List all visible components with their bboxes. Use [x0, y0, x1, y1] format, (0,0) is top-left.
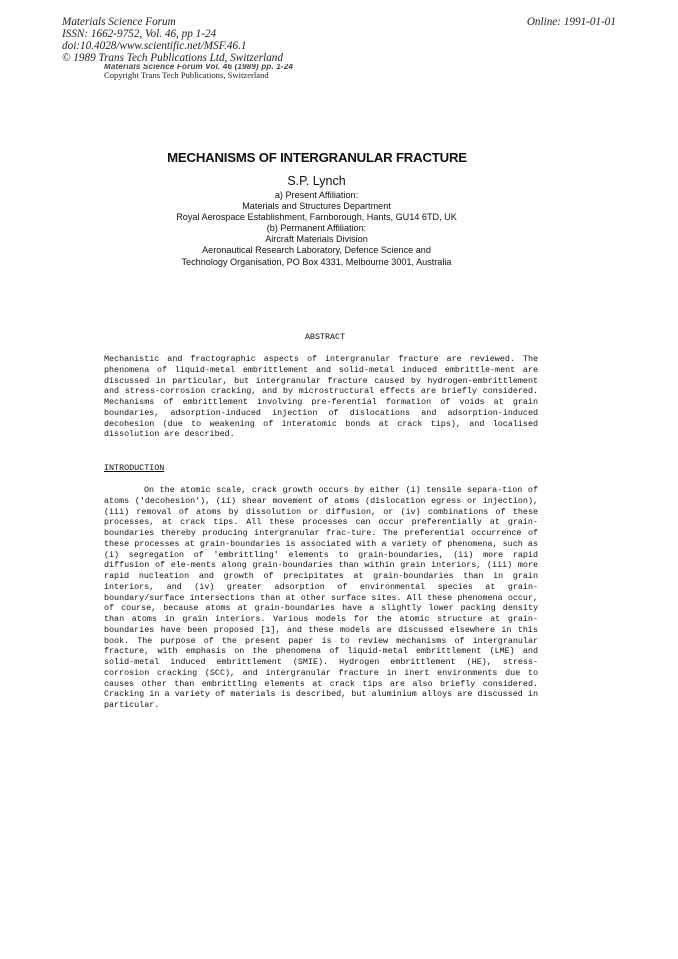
scanned-journal-header — [104, 64, 293, 80]
journal-name: Materials Science Forum — [62, 16, 176, 28]
abstract-heading: ABSTRACT — [304, 332, 346, 342]
affiliations — [0, 190, 678, 268]
citation-header — [62, 16, 283, 64]
author-name: S.P. Lynch — [287, 174, 346, 188]
introduction-text: On the atomic scale, crack growth occurs by either (i) tensile separa-tion of atoms ('decohesion'), (ii) shear movement of atoms (dislocation egress or injection), (iii) removal of atoms by dissolution or diffusion, or (iv) combinations of these processes, at crack tips. All these processes can occur preferentially at grain-boundaries thereby producing intergranular frac-ture. The preferential occurrence of these processes at grain-boundaries is associated with a variety of phenomena, such as (i) segregation of 'embrittling' elements to grain-boundaries, (ii) more rapid diffusion of ele-ments along grain-boundaries than within grain interiors, (iii) more rapid nucleation and growth of precipitates at grain-boundaries than in grain interiors, and (iv) greater adsorption of environmental species at grain-boundary/surface intersections than at other surface sites. All these phenomena occur, of course, because atoms at grain-boundaries have a slightly lower packing density than atoms in grain interiors. Various models for the atomic structure at grain-boundaries have been proposed [1], and these models are discussed elsewhere in this book. The purpose of the present paper is to review mechanisms of intergranular fracture, with emphasis on the phenomena of liquid-metal embrittlement (LME) and solid-metal induced embrittlement (SMIE). Hydrogen embrittlement (HE), stress-corrosion cracking (SCC), and intergranular fracture in inert environments due to causes other than embrittling elements at crack tips are also briefly considered. Cracking in a variety of materials is described, but aluminium alloys are discussed in particular. — [104, 485, 538, 710]
affiliation-line: Aeronautical Research Laboratory, Defence Science and — [202, 245, 431, 256]
scanned-journal-line: Materials Science Forum Vol. 46 (1989) pp. 1-24 — [104, 64, 294, 71]
doi-line: doi:10.4028/www.scientific.net/MSF.46.1 — [62, 40, 247, 52]
publisher-copyright: © 1989 Trans Tech Publications Ltd, Switzerland — [62, 52, 283, 64]
online-date: Online: 1991-01-01 — [526, 16, 616, 28]
issn-line: ISSN: 1662-9752, Vol. 46, pp 1-24 — [62, 28, 217, 40]
affiliation-line: Aircraft Materials Division — [265, 234, 368, 245]
affiliation-line: Technology Organisation, PO Box 4331, Melbourne 3001, Australia — [181, 256, 452, 267]
paper-title: MECHANISMS OF INTERGRANULAR FRACTURE — [167, 150, 467, 165]
scanned-copyright: Copyright Trans Tech Publications, Switzerland — [104, 70, 269, 80]
affiliation-line: Materials and Structures Department — [242, 201, 391, 212]
abstract-text: Mechanistic and fractographic aspects of intergranular fracture are reviewed. The phenomena of liquid-metal embrittlement and solid-metal induced embrittle-ment are discussed in particular, but intergranular fracture caused by hydrogen-embrittlement and stress-corrosion cracking, and by microstructural effects are briefly considered. Mechanisms of embrittlement involving pre-ferential formation of voids at grain boundaries, adsorption-induced injection of dislocations and adsorption-induced decohesion (due to weakening of interatomic bonds at crack tips), and localised dissolution are described. — [104, 354, 538, 440]
introduction-heading: INTRODUCTION — [104, 463, 165, 473]
affiliation-line: Royal Aerospace Establishment, Farnborough, Hants, GU14 6TD, UK — [176, 212, 457, 223]
affiliation-line: a) Present Affiliation: — [274, 190, 359, 200]
affiliation-line: (b) Permanent Affiliation: — [266, 223, 367, 234]
title-block — [0, 150, 678, 268]
